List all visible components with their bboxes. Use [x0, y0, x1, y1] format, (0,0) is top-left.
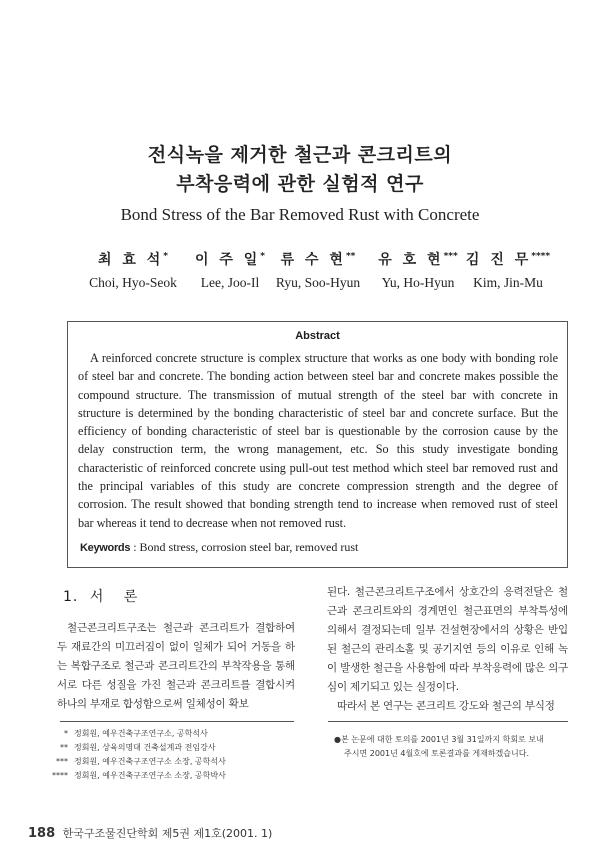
author-3-english: Ryu, Soo-Hyun — [275, 275, 361, 290]
discussion-note-line-1: ●본 논문에 대한 토의를 2001년 3월 31일까지 학회로 보내 — [334, 735, 544, 744]
author-1-english: Choi, Hyo-Seok — [89, 275, 177, 290]
keywords-label: Keywords — [80, 542, 131, 554]
author-5-korean: 김 진 무**** — [465, 251, 551, 268]
left-column-paragraph: 철근콘크리트구조는 철근과 콘크리트가 결합하여 두 재료간의 미끄러짐이 없이 일체가 되어 거동을 하는 복합구조로 철근과 콘크리트간의 부착작용을 통해 서로 다른 성질을 가진 철근과 콘크리트를 결합시켜 하나의 부재로 합성함으로써 일체성이 확보 — [57, 622, 295, 710]
right-column-paragraph-1: 된다. 철근콘크리트구조에서 상호간의 응력전달은 철근과 콘크리트와의 경계면인 철근표면의 부착특성에 의해서 결정되는데 일부 건설현장에서의 상황은 반입된 철근의 관리소홀 및 공기지연 등의 이유로 인해 녹이 발생한 철근을 사용함에 따라 부착응력에 많은 의구심이 제기되고 있는 실정이다. — [327, 586, 568, 693]
page-number: 188 — [28, 826, 56, 841]
footnote-author-1: * 정회원, 예우건축구조연구소, 공학석사 — [64, 729, 208, 738]
section-number: 1. — [63, 589, 79, 605]
title-korean-line2: 부착응력에 관한 실험적 연구 — [176, 173, 424, 195]
author-1 — [68, 249, 198, 291]
footnote-rule-right — [328, 721, 568, 722]
footnote-rule-left — [60, 721, 294, 722]
author-5 — [458, 249, 558, 291]
author-4-korean: 유 호 현*** — [378, 251, 458, 268]
footnote-author-4: **** 정회원, 예우건축구조연구소 소장, 공학박사 — [52, 771, 226, 780]
section-heading — [63, 586, 145, 606]
author-3-korean: 류 수 현** — [280, 251, 356, 268]
author-2-korean: 이 주 일* — [194, 251, 266, 268]
footnote-author-3: *** 정회원, 예우건축구조연구소 소장, 공학석사 — [56, 757, 226, 766]
author-4 — [368, 249, 468, 291]
keywords-line — [80, 540, 358, 555]
author-4-english: Yu, Ho-Hyun — [381, 275, 455, 290]
left-column-text — [57, 619, 295, 714]
footnote-author-2: ** 정회원, 상육의명대 건축설계과 전임강사 — [60, 743, 216, 752]
title-korean-line1: 전식녹을 제거한 철근과 콘크리트의 — [147, 144, 453, 166]
title-english: Bond Stress of the Bar Removed Rust with Concrete — [120, 205, 480, 224]
footnotes-left — [44, 727, 226, 783]
discussion-note-line-2: 주시면 2001년 4월호에 토론결과를 게재하겠습니다. — [344, 749, 529, 758]
right-column-paragraph-2: 따라서 본 연구는 콘크리트 강도와 철근의 부식정 — [337, 700, 555, 712]
abstract-box — [67, 321, 568, 568]
author-5-english: Kim, Jin-Mu — [473, 275, 543, 290]
abstract-heading: Abstract — [295, 330, 340, 342]
journal-name: 한국구조물진단학회 제5권 제1호(2001. 1) — [62, 827, 273, 840]
author-1-korean: 최 효 석* — [97, 251, 169, 268]
right-column-text — [327, 583, 568, 716]
keywords-text: : Bond stress, corrosion steel bar, removed rust — [133, 540, 359, 554]
footnotes-right — [334, 733, 544, 761]
section-title: 서 론 — [89, 589, 146, 605]
author-2-english: Lee, Joo-Il — [200, 275, 260, 290]
abstract-body: A reinforced concrete structure is complex structure that works as one body with bonding role of steel bar and concrete. The bonding action between steel bar and concrete makes possible the compound structure. The transmission of mutual strength of the steel bar with concrete in structure is determined by the bonding characteristic of steel bar and concrete surface. But the efficiency of bonding characteristic of steel bar is questionable by the corrosion cause by the delay construction term, the wrong management, etc. So this study investigate bonding characteristic of reinforced concrete using pull-out test method which steel bar removed rust and the principal variables of this study are concrete compression strength and the degree of corrosion. The result showed that bonding strength tend to increase when removed rust of steel bar whereas it tend to decrease when not removed rust. — [78, 351, 558, 530]
author-3 — [268, 249, 368, 291]
author-2 — [180, 249, 280, 291]
